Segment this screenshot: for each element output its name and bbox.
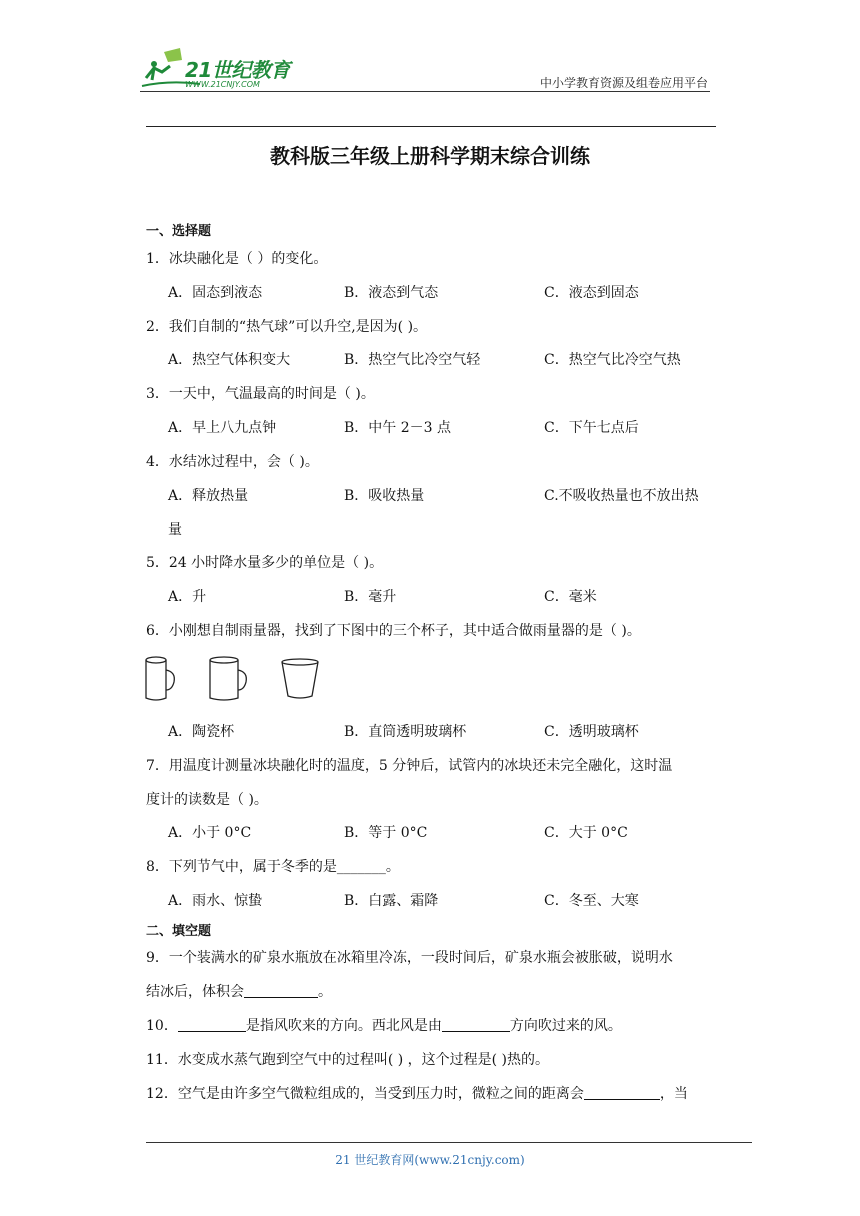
q3-option-c: C．下午七点后 <box>544 420 639 436</box>
question-8: 8．下列节气中，属于冬季的是_______。 <box>146 859 400 875</box>
section-choice-heading: 一、选择题 <box>146 224 212 239</box>
q6-option-c: C．透明玻璃杯 <box>544 724 639 740</box>
q7-option-c: C．大于 0°C <box>544 825 628 841</box>
q6-option-b: B．直筒透明玻璃杯 <box>344 724 467 740</box>
question-7: 7．用温度计测量冰块融化时的温度，5 分钟后，试管内的冰块还未完全融化，这时温 <box>146 758 673 774</box>
question-2: 2．我们自制的“热气球”可以升空,是因为( )。 <box>146 319 428 335</box>
q10-number: 10． <box>146 1018 178 1034</box>
page-title: 教科版三年级上册科学期末综合训练 <box>270 144 590 168</box>
q3-option-a: A．早上八九点钟 <box>168 420 277 436</box>
logo-url: WWW.21CNJY.COM <box>185 80 260 89</box>
question-11: 11．水变成水蒸气跑到空气中的过程叫( ) ，这个过程是( )热的。 <box>146 1052 550 1068</box>
logo-text: 21世纪教育 <box>185 58 290 82</box>
q4-option-a: A．释放热量 <box>168 488 249 504</box>
platform-label: 中小学教育资源及组卷应用平台 <box>539 76 708 90</box>
q2-option-c: C．热空气比冷空气热 <box>544 352 681 368</box>
q6-option-a: A．陶瓷杯 <box>168 724 235 740</box>
q5-option-a: A．升 <box>168 589 207 605</box>
q8-option-a: A．雨水、惊蛰 <box>168 893 263 909</box>
question-10 <box>146 1015 622 1035</box>
tapered-glass-icon <box>282 659 318 698</box>
straight-glass-mug-icon <box>210 657 246 700</box>
q9-text-post: 。 <box>318 984 332 1000</box>
q9-answer-blank[interactable] <box>244 983 318 998</box>
q1-option-a: A．固态到液态 <box>168 285 263 301</box>
q10-answer-blank-2[interactable] <box>442 1017 510 1032</box>
question-9-continued <box>146 981 332 1001</box>
question-1: 1．冰块融化是（ ）的变化。 <box>146 251 328 267</box>
q12-answer-blank[interactable] <box>584 1085 660 1100</box>
q12-text-pre: 12．空气是由许多空气微粒组成的，当受到压力时，微粒之间的距离会 <box>146 1086 584 1102</box>
q10-text-mid: 是指风吹来的方向。西北风是由 <box>245 1018 442 1034</box>
q7-option-a: A．小于 0°C <box>168 825 252 841</box>
q5-option-c: C．毫米 <box>544 589 597 605</box>
question-12 <box>146 1083 688 1103</box>
ceramic-mug-icon <box>146 657 174 700</box>
q7-option-b: B．等于 0°C <box>344 825 428 841</box>
q1-option-b: B．液态到气态 <box>344 285 439 301</box>
footer-divider <box>146 1142 752 1143</box>
footer-link[interactable]: 21 世纪教育网(www.21cnjy.com) <box>335 1153 525 1167</box>
header-divider <box>140 91 710 92</box>
q8-option-c: C．冬至、大寒 <box>544 893 639 909</box>
q2-option-a: A．热空气体积变大 <box>168 352 291 368</box>
question-4: 4．水结冰过程中，会（ )。 <box>146 454 319 470</box>
q5-option-b: B．毫升 <box>344 589 397 605</box>
q10-text-post: 方向吹过来的风。 <box>509 1018 622 1034</box>
question-9: 9．一个装满水的矿泉水瓶放在冰箱里冷冻，一段时间后，矿泉水瓶会被胀破，说明水 <box>146 950 673 966</box>
q3-option-b: B．中午 2－3 点 <box>344 420 452 436</box>
q8-option-b: B．白露、霜降 <box>344 893 439 909</box>
q10-answer-blank-1[interactable] <box>178 1017 246 1032</box>
question-7-continued: 度计的读数是（ )。 <box>146 792 268 808</box>
q4-option-b: B．吸收热量 <box>344 488 425 504</box>
q4-option-c-continued: 量 <box>168 522 182 538</box>
question-5: 5．24 小时降水量多少的单位是（ )。 <box>146 555 384 571</box>
q2-option-b: B．热空气比冷空气轻 <box>344 352 481 368</box>
q4-option-c: C.不吸收热量也不放出热 <box>544 488 699 504</box>
title-divider <box>146 126 716 127</box>
section-fill-heading: 二、填空题 <box>146 924 212 939</box>
question-3: 3．一天中，气温最高的时间是（ )。 <box>146 386 375 402</box>
q12-text-post: ，当 <box>659 1086 688 1102</box>
q1-option-c: C．液态到固态 <box>544 285 639 301</box>
q9-text-pre: 结冰后，体积会 <box>146 984 244 1000</box>
cups-illustration <box>142 654 332 704</box>
question-6: 6．小刚想自制雨量器，找到了下图中的三个杯子，其中适合做雨量器的是（ )。 <box>146 623 641 639</box>
